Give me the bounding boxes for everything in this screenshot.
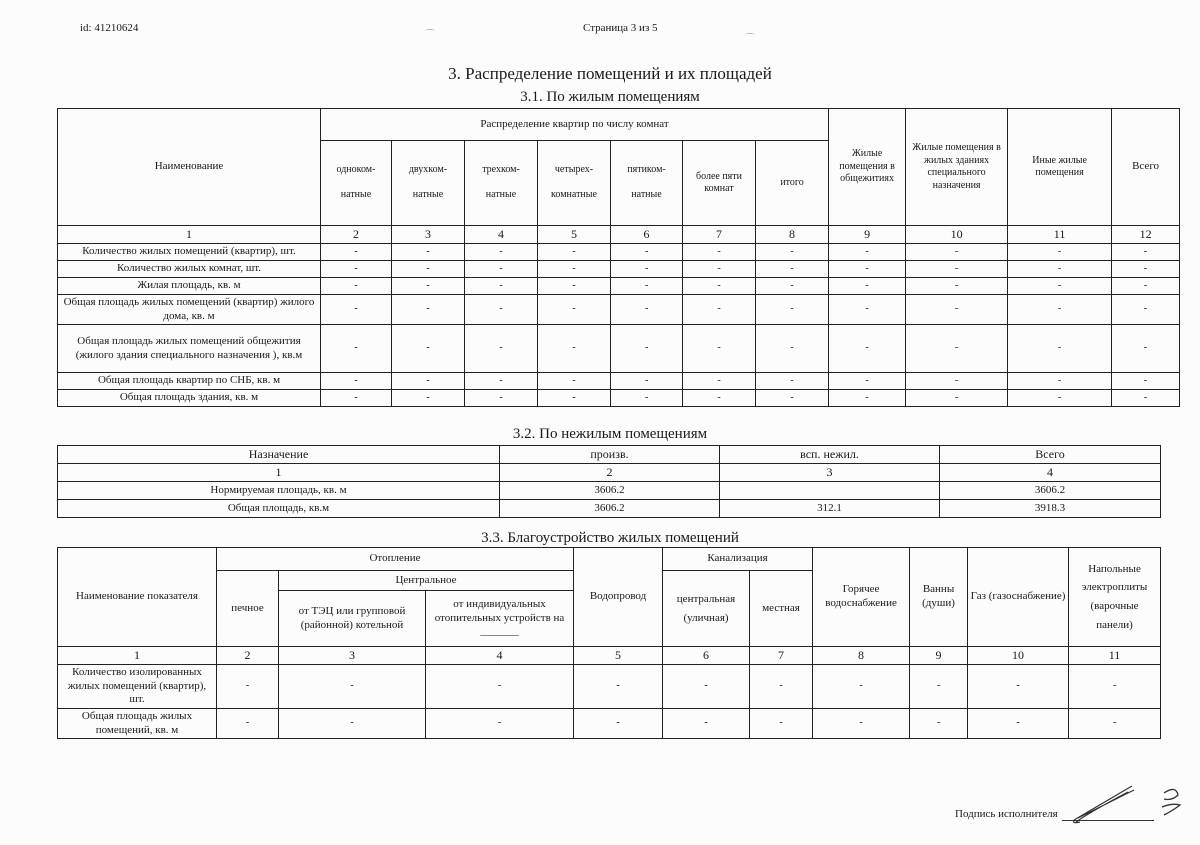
row-label: Количество изолированных жилых помещений (квартир), шт. <box>58 665 217 709</box>
col-num: 5 <box>538 226 611 244</box>
cell-value: - <box>756 295 829 325</box>
cell-value: - <box>756 244 829 261</box>
signature-label: Подпись исполнителя <box>955 808 1058 820</box>
cell-value: - <box>465 373 538 390</box>
cell-value: - <box>611 325 683 373</box>
cell-value: - <box>663 665 750 709</box>
cell-value: - <box>1112 244 1180 261</box>
cell-value: - <box>910 665 968 709</box>
header-room-distribution: Распределение квартир по числу комнат <box>321 109 829 141</box>
header-sewer-central: центральная (уличная) <box>663 571 750 647</box>
header-4-room: четырех- комнатные <box>538 141 611 226</box>
cell-value: - <box>1008 278 1112 295</box>
header-electric-stoves: Напольные электроплиты (варочные панели) <box>1069 548 1161 647</box>
cell-value: - <box>756 373 829 390</box>
cell-value: - <box>829 390 906 407</box>
header-auxiliary: всп. нежил. <box>720 446 940 464</box>
cell-value: - <box>906 325 1008 373</box>
header-gas: Газ (газоснабжение) <box>968 548 1069 647</box>
table-row <box>58 709 1161 739</box>
col-num: 3 <box>392 226 465 244</box>
column-number-row <box>58 226 1180 244</box>
cell-value: - <box>756 325 829 373</box>
col-num: 9 <box>829 226 906 244</box>
cell-value: - <box>683 244 756 261</box>
cell-value: - <box>1112 390 1180 407</box>
cell-value: - <box>683 390 756 407</box>
cell-value: - <box>392 325 465 373</box>
cell-value: - <box>906 373 1008 390</box>
table-row <box>58 278 1180 295</box>
cell-value: - <box>465 295 538 325</box>
cell-value: - <box>1008 295 1112 325</box>
cell-value: - <box>1112 325 1180 373</box>
header-production: произв. <box>500 446 720 464</box>
row-label: Общая площадь жилых помещений общежития (жилого здания специального назначения ), кв.м <box>58 325 321 373</box>
header-central-heating: Центральное <box>279 571 574 591</box>
cell-value: - <box>465 261 538 278</box>
col-num: 6 <box>663 647 750 665</box>
header-more-than-5: более пяти комнат <box>683 141 756 226</box>
col-num: 1 <box>58 464 500 482</box>
col-num: 2 <box>500 464 720 482</box>
cell-value: - <box>750 709 813 739</box>
header-stove-heating: печное <box>217 571 279 647</box>
header-sewer-local: местная <box>750 571 813 647</box>
col-num: 6 <box>611 226 683 244</box>
header-hot-water: Горячее водоснабжение <box>813 548 910 647</box>
amenities-table <box>57 547 1161 739</box>
col-num: 4 <box>465 226 538 244</box>
cell-value: - <box>611 244 683 261</box>
cell-total: 3918.3 <box>940 500 1161 518</box>
col-num: 7 <box>683 226 756 244</box>
cell-value: - <box>813 665 910 709</box>
cell-value: - <box>279 665 426 709</box>
col-num: 11 <box>1008 226 1112 244</box>
table-row <box>58 373 1180 390</box>
cell-value: - <box>756 261 829 278</box>
cell-value: - <box>683 261 756 278</box>
cell-value: - <box>392 261 465 278</box>
cell-value: - <box>683 373 756 390</box>
nonresidential-table <box>57 445 1161 518</box>
row-label: Количество жилых помещений (квартир), шт. <box>58 244 321 261</box>
header-other-residential: Иные жилые помещения <box>1008 109 1112 226</box>
table-row <box>58 295 1180 325</box>
cell-value: - <box>611 278 683 295</box>
cell-value: - <box>611 295 683 325</box>
cell-value: - <box>538 295 611 325</box>
table-row <box>58 261 1180 278</box>
page-indicator: Страница 3 из 5 <box>583 22 658 34</box>
cell-value: - <box>906 295 1008 325</box>
header-sewerage: Канализация <box>663 548 813 571</box>
cell-value: - <box>538 244 611 261</box>
cell-value: - <box>321 373 392 390</box>
cell-value: - <box>321 278 392 295</box>
header-subtotal: итого <box>756 141 829 226</box>
cell-value: - <box>538 325 611 373</box>
cell-value: - <box>574 709 663 739</box>
cell-value: - <box>829 244 906 261</box>
cell-value: - <box>321 261 392 278</box>
cell-value: - <box>910 709 968 739</box>
header-total: Всего <box>1112 109 1180 226</box>
col-num: 7 <box>750 647 813 665</box>
header-central-individual: от индивидуальных отопительных устройств на _______ <box>426 591 574 647</box>
cell-value: - <box>1112 278 1180 295</box>
table-row <box>58 482 1161 500</box>
cell-value: - <box>968 665 1069 709</box>
subsection-title-residential: 3.1. По жилым помещениям <box>520 89 700 105</box>
header-water-supply: Водопровод <box>574 548 663 647</box>
cell-value: - <box>538 390 611 407</box>
cell-value: - <box>906 261 1008 278</box>
cell-value: - <box>392 390 465 407</box>
subsection-title-amenities: 3.3. Благоустройство жилых помещений <box>481 530 739 546</box>
col-num: 2 <box>321 226 392 244</box>
signature-icon <box>1070 782 1140 824</box>
header-2-room: двухком- натные <box>392 141 465 226</box>
cell-value: - <box>750 665 813 709</box>
header-purpose: Назначение <box>58 446 500 464</box>
section-title: 3. Распределение помещений и их площадей <box>448 64 772 83</box>
cell-value: - <box>321 244 392 261</box>
cell-value: - <box>392 295 465 325</box>
header-central-tec: от ТЭЦ или групповой (районной) котельной <box>279 591 426 647</box>
cell-value: - <box>611 261 683 278</box>
row-label: Общая площадь жилых помещений, кв. м <box>58 709 217 739</box>
col-num: 10 <box>906 226 1008 244</box>
cell-production: 3606.2 <box>500 500 720 518</box>
col-num: 3 <box>279 647 426 665</box>
cell-value: - <box>538 261 611 278</box>
header-3-room: трехком- натные <box>465 141 538 226</box>
header-heating: Отопление <box>217 548 574 571</box>
cell-value: - <box>1069 665 1161 709</box>
cell-value: - <box>813 709 910 739</box>
cell-value: - <box>465 278 538 295</box>
cell-value: - <box>1112 373 1180 390</box>
cell-value: - <box>611 373 683 390</box>
row-label: Общая площадь жилых помещений (квартир) жилого дома, кв. м <box>58 295 321 325</box>
row-label: Нормируемая площадь, кв. м <box>58 482 500 500</box>
cell-value: - <box>1008 244 1112 261</box>
cell-value: - <box>683 278 756 295</box>
cell-value: - <box>1069 709 1161 739</box>
cell-value: - <box>574 665 663 709</box>
residential-table <box>57 108 1180 407</box>
row-label: Общая площадь квартир по СНБ, кв. м <box>58 373 321 390</box>
cell-value: - <box>279 709 426 739</box>
table-row <box>58 244 1180 261</box>
col-num: 1 <box>58 647 217 665</box>
cell-value: - <box>426 709 574 739</box>
cell-value: - <box>1008 325 1112 373</box>
cell-value: - <box>392 244 465 261</box>
subsection-title-nonresidential: 3.2. По нежилым помещениям <box>512 426 708 442</box>
col-num: 8 <box>813 647 910 665</box>
cell-value: - <box>906 244 1008 261</box>
cell-production: 3606.2 <box>500 482 720 500</box>
cell-value: - <box>465 325 538 373</box>
residential-table-body <box>58 244 1180 407</box>
table-row <box>58 390 1180 407</box>
header-5-room: пятиком- натные <box>611 141 683 226</box>
header-1-room: одноком- натные <box>321 141 392 226</box>
initials-mark-icon <box>1158 785 1188 819</box>
scan-mark-icon: ⌒ <box>745 34 755 45</box>
header-indicator-name: Наименование показателя <box>58 548 217 647</box>
header-baths: Ванны (души) <box>910 548 968 647</box>
row-label: Жилая площадь, кв. м <box>58 278 321 295</box>
col-num: 4 <box>426 647 574 665</box>
cell-value: - <box>538 373 611 390</box>
cell-value: - <box>829 261 906 278</box>
cell-value: - <box>829 373 906 390</box>
col-num: 9 <box>910 647 968 665</box>
cell-value: - <box>538 278 611 295</box>
cell-auxiliary: 312.1 <box>720 500 940 518</box>
col-num: 1 <box>58 226 321 244</box>
cell-value: - <box>321 325 392 373</box>
col-num: 5 <box>574 647 663 665</box>
cell-value: - <box>829 278 906 295</box>
table-row <box>58 500 1161 518</box>
header-special-buildings: Жилые помещения в жилых зданиях специального назначения <box>906 109 1008 226</box>
cell-value: - <box>906 390 1008 407</box>
cell-value: - <box>321 390 392 407</box>
cell-value: - <box>906 278 1008 295</box>
col-num: 12 <box>1112 226 1180 244</box>
cell-value: - <box>663 709 750 739</box>
cell-value: - <box>217 709 279 739</box>
cell-value: - <box>1008 390 1112 407</box>
cell-value: - <box>392 278 465 295</box>
cell-value: - <box>829 295 906 325</box>
cell-auxiliary <box>720 482 940 500</box>
col-num: 8 <box>756 226 829 244</box>
cell-value: - <box>465 244 538 261</box>
document-id: id: 41210624 <box>80 22 139 34</box>
col-num: 2 <box>217 647 279 665</box>
cell-value: - <box>217 665 279 709</box>
cell-total: 3606.2 <box>940 482 1161 500</box>
column-number-row <box>58 647 1161 665</box>
table-row <box>58 665 1161 709</box>
scan-mark-icon: ⌒ <box>425 30 435 41</box>
header-total: Всего <box>940 446 1161 464</box>
cell-value: - <box>1008 261 1112 278</box>
cell-value: - <box>683 325 756 373</box>
table-row <box>58 325 1180 373</box>
cell-value: - <box>1112 261 1180 278</box>
row-label: Количество жилых комнат, шт. <box>58 261 321 278</box>
col-num: 10 <box>968 647 1069 665</box>
cell-value: - <box>756 278 829 295</box>
cell-value: - <box>465 390 538 407</box>
amenities-table-body <box>58 665 1161 739</box>
col-num: 11 <box>1069 647 1161 665</box>
cell-value: - <box>829 325 906 373</box>
cell-value: - <box>426 665 574 709</box>
cell-value: - <box>756 390 829 407</box>
header-dormitories: Жилые помещения в общежитиях <box>829 109 906 226</box>
header-name: Наименование <box>58 109 321 226</box>
cell-value: - <box>611 390 683 407</box>
cell-value: - <box>968 709 1069 739</box>
cell-value: - <box>1112 295 1180 325</box>
row-label: Общая площадь, кв.м <box>58 500 500 518</box>
cell-value: - <box>321 295 392 325</box>
col-num: 3 <box>720 464 940 482</box>
row-label: Общая площадь здания, кв. м <box>58 390 321 407</box>
cell-value: - <box>1008 373 1112 390</box>
col-num: 4 <box>940 464 1161 482</box>
cell-value: - <box>683 295 756 325</box>
cell-value: - <box>392 373 465 390</box>
